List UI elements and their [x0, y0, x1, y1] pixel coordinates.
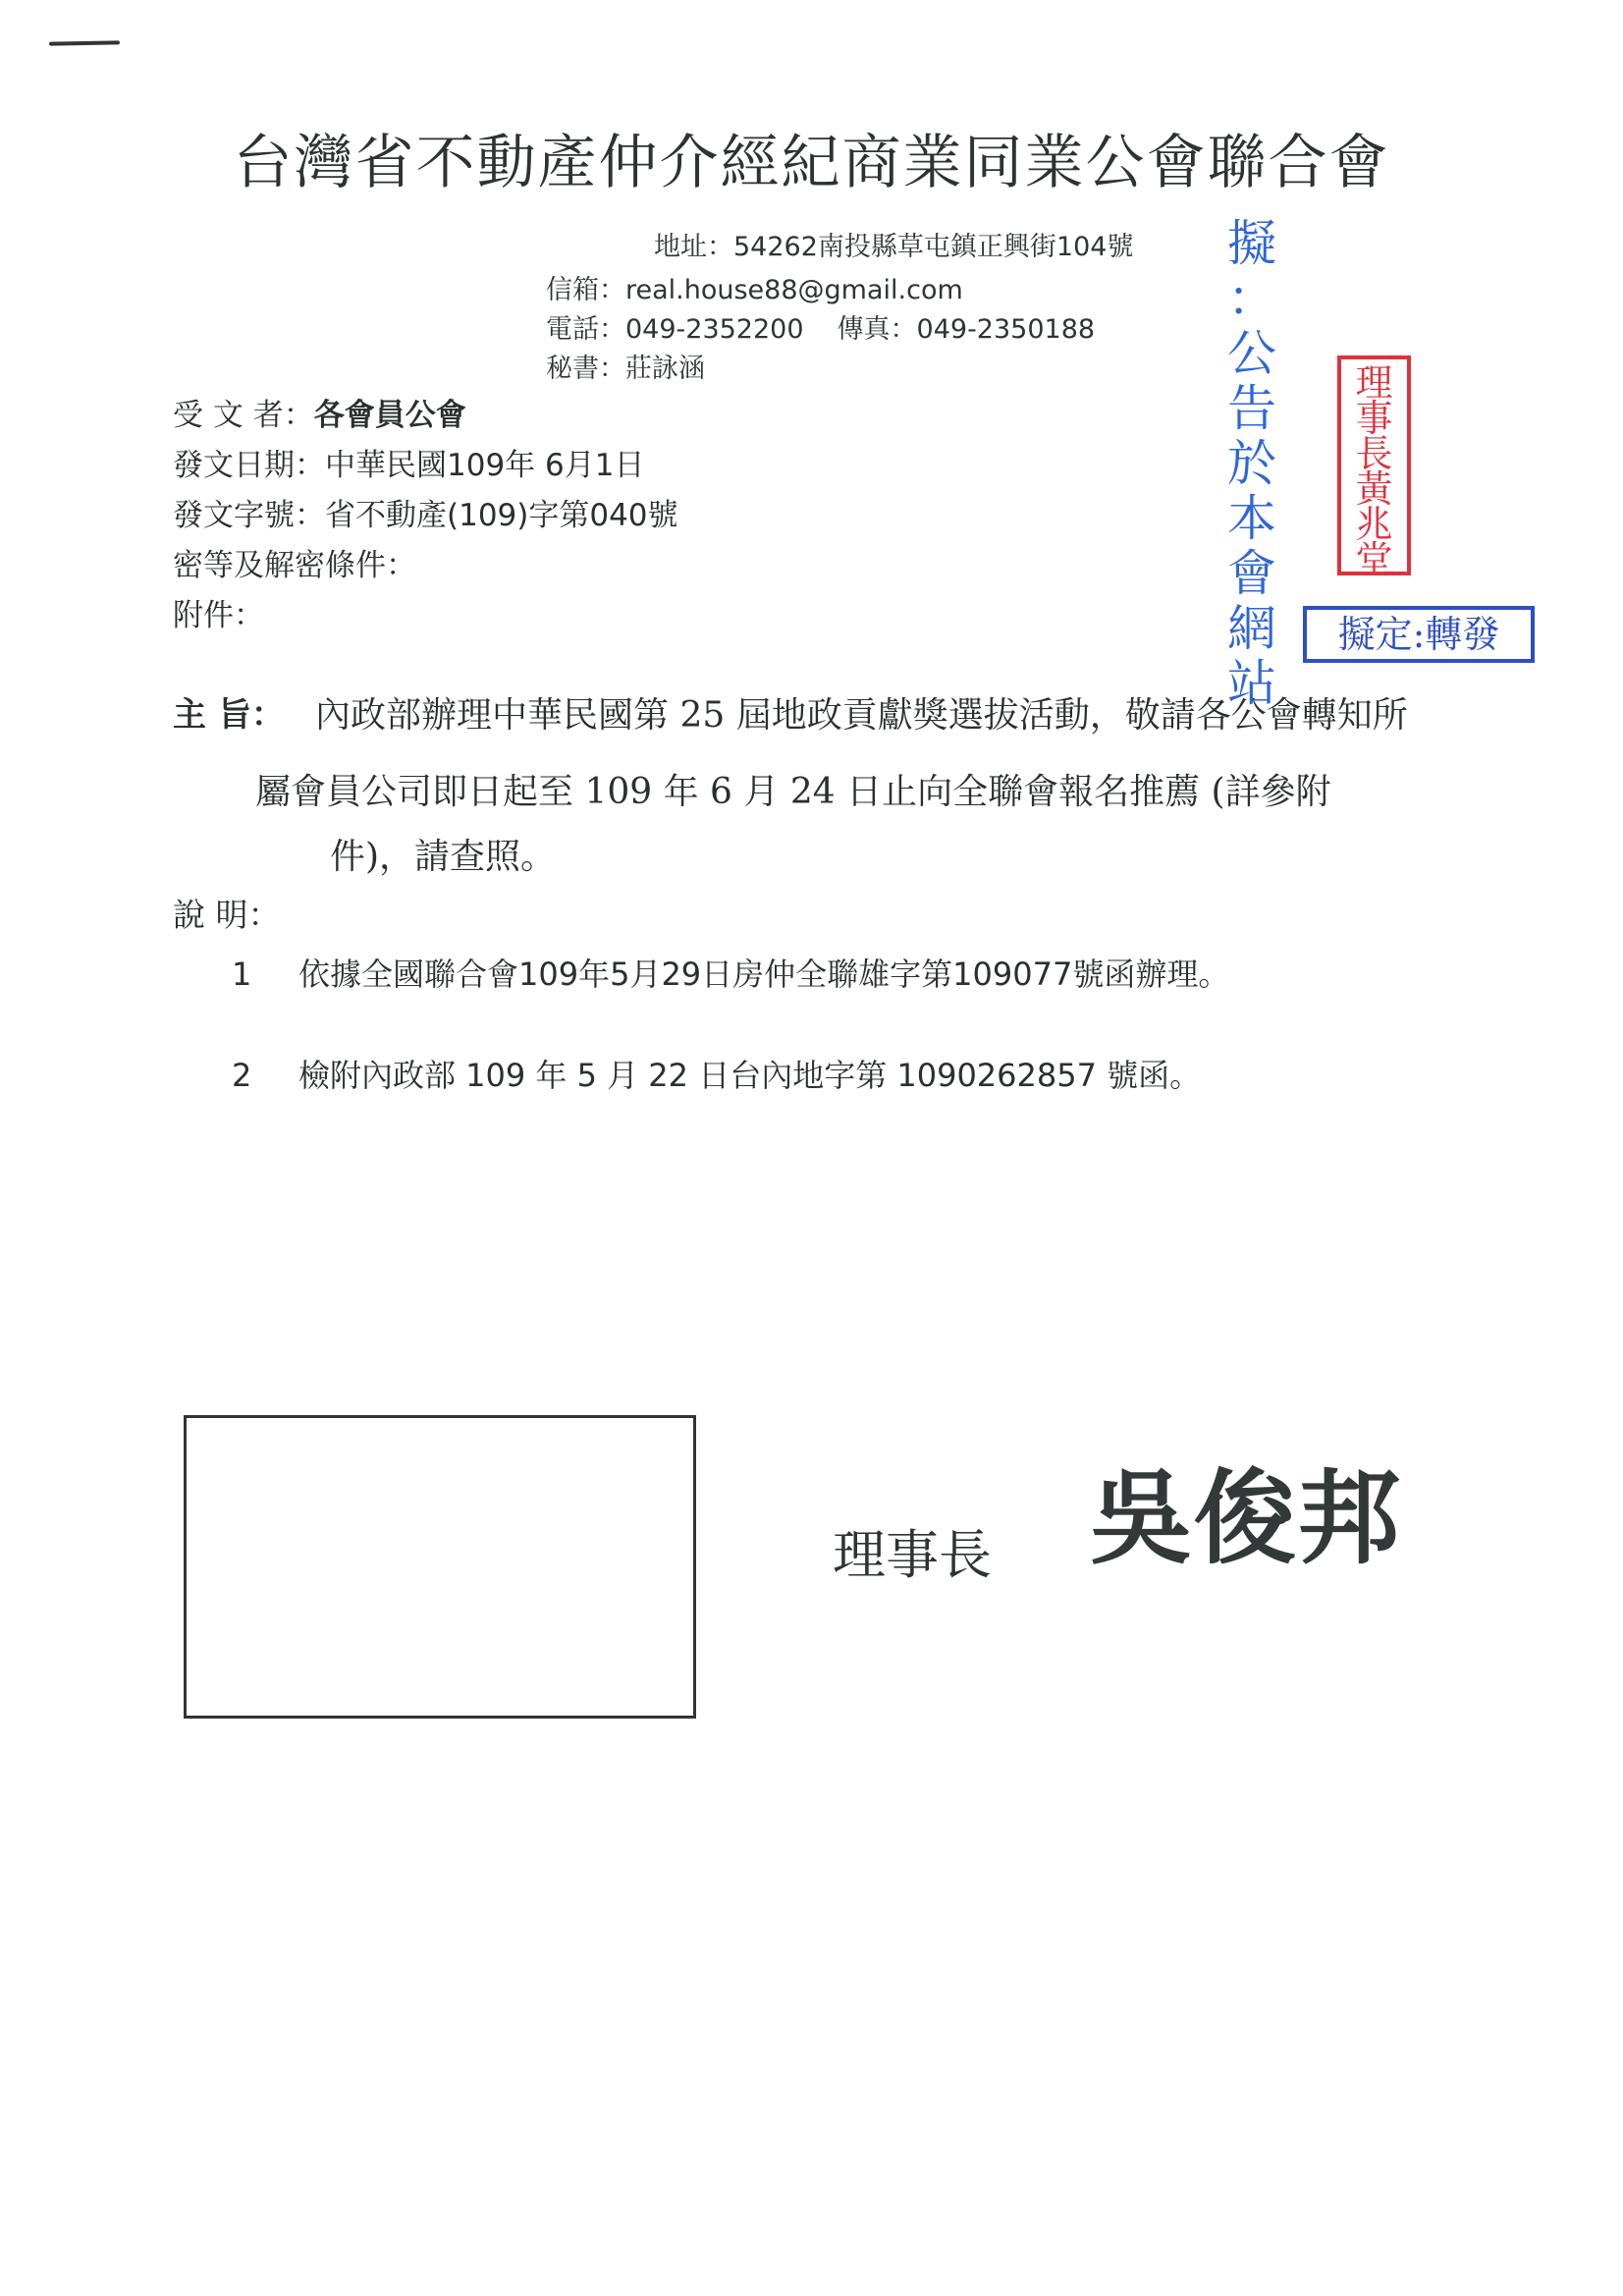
date-value: 中華民國109年 6月1日 — [325, 448, 645, 483]
seal-char: 長 — [1355, 432, 1393, 475]
note-char: 本 — [1227, 490, 1276, 547]
subject-line-3: 件)，請查照。 — [330, 837, 557, 877]
contact-secretary — [546, 350, 705, 389]
signature-title: 理事長 — [833, 1524, 992, 1586]
note-char: 於 — [1227, 435, 1276, 492]
recipient-value: 各會員公會 — [313, 398, 466, 433]
secretary-label: 秘書： — [546, 354, 625, 384]
approval-blue-stamp: 擬定:轉發 — [1303, 606, 1535, 663]
signature-name: 吳俊邦 — [1090, 1458, 1403, 1578]
chairman-red-seal — [1337, 355, 1411, 581]
subject-line-2: 屬會員公司即日起至 109 年 6 月 24 日止向全聯會報名推薦 (詳參附 — [255, 772, 1331, 812]
seal-char: 黃 — [1355, 467, 1393, 511]
explanation-item — [232, 1051, 1201, 1096]
phone-label: 電話： — [546, 314, 625, 345]
attachment-label: 附件： — [173, 598, 264, 633]
recipient-row — [173, 391, 678, 441]
attachment-row — [173, 591, 678, 641]
handwritten-note-stamp — [1217, 216, 1286, 711]
address-value: 54262南投縣草屯鎮正興街104號 — [733, 232, 1134, 262]
date-row — [173, 441, 678, 491]
item-text: 檢附內政部 109 年 5 月 22 日台內地字第 1090262857 號函。 — [298, 1057, 1202, 1094]
seal-char: 堂 — [1355, 538, 1393, 581]
explanation-label: 說 明： — [173, 896, 281, 934]
seal-char: 事 — [1355, 397, 1393, 440]
phone-value: 049-2352200 — [625, 314, 804, 345]
classification-row — [173, 541, 678, 591]
item-number: 1 — [232, 956, 252, 993]
contact-address — [654, 228, 1133, 267]
scan-mark — [49, 40, 120, 45]
secretary-value: 莊詠涵 — [625, 354, 705, 384]
email-value: real.house88@gmail.com — [625, 275, 963, 305]
contact-email — [546, 271, 963, 310]
seal-placeholder-box — [184, 1415, 696, 1719]
item-number: 2 — [232, 1057, 252, 1094]
date-label: 發文日期： — [173, 448, 325, 483]
recipient-label: 受 文 者： — [173, 398, 314, 433]
fax-label: 傳真： — [837, 314, 917, 345]
organization-title: 台灣省不動產仲介經紀商業同業公會聯合會 — [233, 129, 1390, 197]
note-char: 站 — [1227, 655, 1276, 712]
note-char: 擬 — [1227, 215, 1276, 272]
seal-char: 兆 — [1355, 503, 1393, 546]
note-char: 公 — [1227, 325, 1276, 382]
item-text: 依據全國聯合會109年5月29日房仲全聯雄字第109077號函辦理。 — [298, 956, 1230, 993]
contact-phone-fax — [546, 310, 1095, 350]
explanation-item — [232, 950, 1229, 995]
doc-no-row — [173, 491, 678, 541]
note-char: 網 — [1227, 600, 1276, 657]
document-meta — [173, 391, 678, 641]
note-char: ： — [1227, 270, 1276, 327]
note-char: 告 — [1227, 380, 1276, 437]
email-label: 信箱： — [546, 275, 625, 305]
note-char: 會 — [1227, 545, 1276, 602]
subject-label: 主 旨： — [173, 695, 285, 735]
subject-line-1: 內政部辦理中華民國第 25 屆地政貢獻獎選拔活動，敬請各公會轉知所 — [315, 695, 1408, 736]
fax-value: 049-2350188 — [916, 314, 1096, 345]
doc-no-label: 發文字號： — [173, 498, 325, 533]
classification-label: 密等及解密條件： — [173, 548, 416, 583]
doc-no-value: 省不動產(109)字第040號 — [325, 498, 678, 533]
seal-char: 理 — [1355, 361, 1393, 405]
address-label: 地址： — [654, 232, 733, 262]
